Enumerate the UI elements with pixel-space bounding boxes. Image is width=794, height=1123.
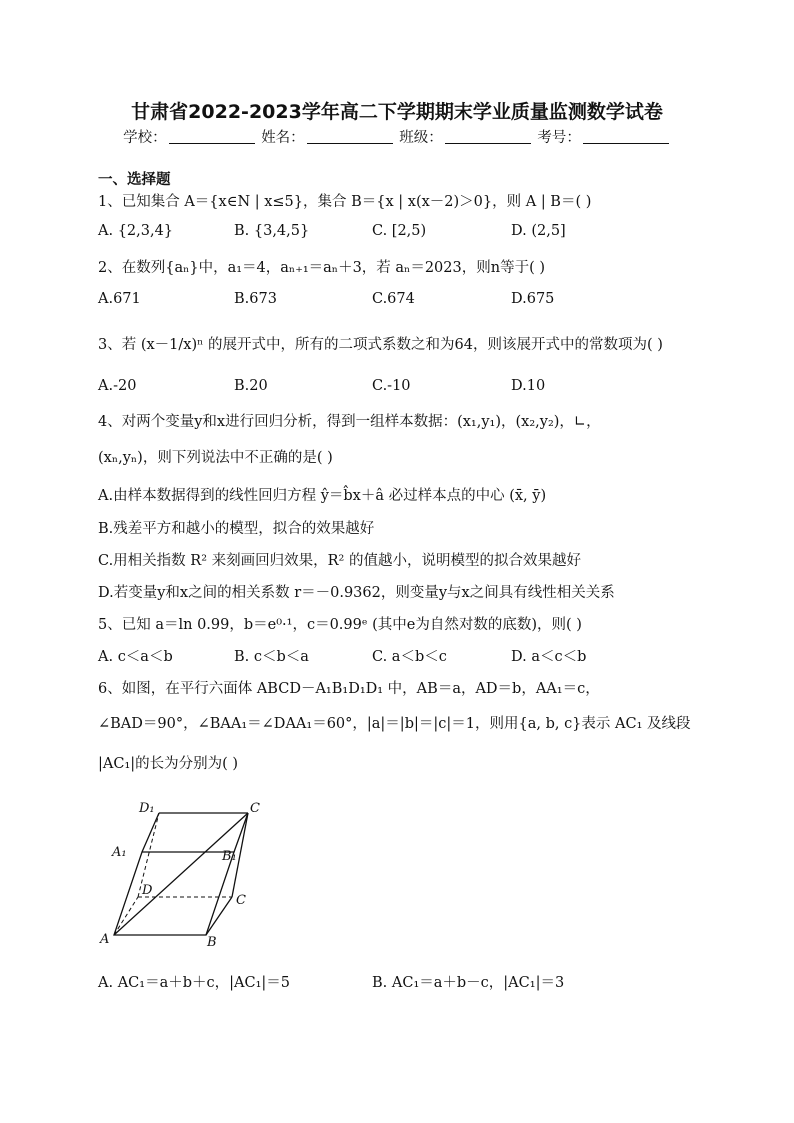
label-c-top: C [250, 801, 260, 816]
q1-option-a[interactable]: A. {2,3,4} [98, 223, 174, 239]
q4-option-a[interactable]: A.由样本数据得到的线性回归方程 ŷ＝b̂x＋â 必过样本点的中心 (x̄, ȳ) [98, 488, 547, 504]
label-d1: D₁ [139, 801, 155, 816]
q5-option-d[interactable]: D. a＜c＜b [511, 649, 587, 665]
label-d: D [142, 883, 153, 898]
exam-no-label: 考号： [537, 130, 581, 146]
q4-stem-line1: 4、对两个变量y和x进行回归分析，得到一组样本数据：(x₁,y₁)，(x₂,y₂)，∟， [98, 414, 601, 430]
q3-option-d[interactable]: D.10 [511, 378, 546, 394]
q2-option-c[interactable]: C.674 [372, 291, 415, 307]
label-a1: A₁ [112, 845, 127, 860]
label-b1: B₁ [222, 849, 237, 864]
q1-option-c[interactable]: C. [2,5) [372, 223, 427, 239]
class-field[interactable] [445, 128, 531, 144]
exam-no-field[interactable] [583, 128, 669, 144]
front-face [114, 852, 234, 935]
q5-option-a[interactable]: A. c＜a＜b [98, 649, 173, 665]
section-heading: 一、选择题 [98, 172, 171, 188]
q2-option-b[interactable]: B.673 [234, 291, 277, 307]
school-label: 学校： [123, 130, 167, 146]
q3-option-a[interactable]: A.-20 [98, 378, 137, 394]
name-field[interactable] [307, 128, 393, 144]
q4-option-c[interactable]: C.用相关指数 R² 来刻画回归效果，R² 的值越小，说明模型的拟合效果越好 [98, 553, 581, 569]
q1-option-d[interactable]: D. (2,5] [511, 223, 566, 239]
q2-option-a[interactable]: A.671 [98, 291, 141, 307]
q2-stem: 2、在数列{aₙ}中，a₁＝4，aₙ₊₁＝aₙ＋3，若 aₙ＝2023，则n等于( ) [98, 260, 545, 276]
q6-stem-line3: |AC₁|的长为分别为( ) [98, 756, 239, 772]
q1-stem: 1、已知集合 A＝{x∈N | x≤5}，集合 B＝{x | x(x－2)＞0}，则 A | B＝( ) [98, 194, 592, 210]
q4-stem-line2: (xₙ,yₙ)，则下列说法中不正确的是( ) [98, 450, 333, 466]
q5-stem: 5、已知 a＝ln 0.99，b＝e⁰·¹，c＝0.99ᵉ (其中e为自然对数的底数)，则( ) [98, 617, 582, 633]
page-title: 甘肃省2022-2023学年高二下学期期末学业质量监测数学试卷 [131, 101, 663, 123]
school-field[interactable] [169, 128, 255, 144]
q5-option-b[interactable]: B. c＜b＜a [234, 649, 309, 665]
class-label: 班级： [399, 130, 443, 146]
q6-stem-line1: 6、如图，在平行六面体 ABCD－A₁B₁D₁D₁ 中，AB＝a，AD＝b，AA₁＝c， [98, 681, 600, 697]
q6-stem-line2: ∠BAD＝90°，∠BAA₁＝∠DAA₁＝60°，|a|＝|b|＝|c|＝1，则用{a, b, c}表示 AC₁ 及线段 [98, 716, 691, 732]
edge-c-b [206, 897, 232, 935]
q3-option-c[interactable]: C.-10 [372, 378, 411, 394]
student-info-row [0, 126, 794, 147]
parallelepiped-diagram [98, 796, 288, 948]
q1-option-b[interactable]: B. {3,4,5} [234, 223, 310, 239]
q4-option-d[interactable]: D.若变量y和x之间的相关系数 r＝－0.9362，则变量y与x之间具有线性相关关系 [98, 585, 615, 601]
q3-option-b[interactable]: B.20 [234, 378, 268, 394]
name-label: 姓名： [261, 130, 305, 146]
q6-option-b[interactable]: B. AC₁＝a＋b－c，|AC₁|＝3 [372, 975, 565, 991]
label-a: A [100, 932, 110, 947]
q5-option-c[interactable]: C. a＜b＜c [372, 649, 447, 665]
q2-option-d[interactable]: D.675 [511, 291, 555, 307]
q3-stem: 3、若 (x－1/x)ⁿ 的展开式中，所有的二项式系数之和为64，则该展开式中的常数项为( ) [98, 337, 663, 353]
q4-option-b[interactable]: B.残差平方和越小的模型，拟合的效果越好 [98, 521, 375, 537]
label-c: C [236, 893, 246, 908]
label-b: B [207, 935, 217, 948]
q6-option-a[interactable]: A. AC₁＝a＋b＋c，|AC₁|＝5 [98, 975, 290, 991]
parallelepiped-figure [98, 796, 288, 952]
